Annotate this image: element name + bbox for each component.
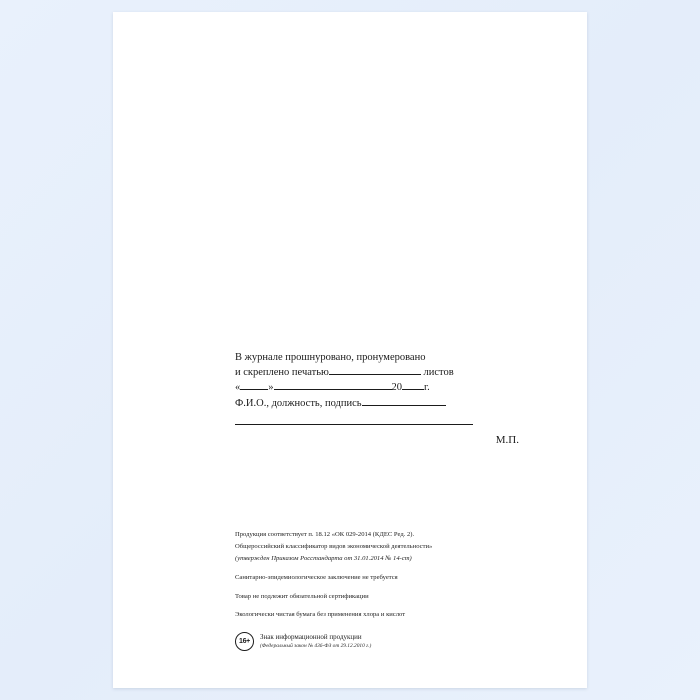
age-rating-icon: 16+ [235, 632, 254, 651]
legal-line-1: Продукция соответствует п. 18.12 «ОК 029-2014 (КДЕС Ред. 2). [235, 531, 415, 538]
date-quote-close: » [268, 382, 274, 394]
day-blank [240, 381, 268, 391]
year-blank [402, 381, 424, 391]
certification-line-3 [235, 380, 535, 395]
certification-line-4 [235, 396, 535, 411]
certification-block [235, 350, 535, 425]
date-quote-open: « [235, 382, 241, 394]
document-page [113, 12, 587, 688]
extra-blank-line [235, 413, 473, 425]
certification-line-1 [235, 350, 535, 365]
year-suffix: г. [424, 382, 430, 394]
certification-line-2 [235, 365, 535, 380]
legal-line-5: Товар не подлежит обязательной сертификации [235, 592, 369, 600]
stamp-area [235, 434, 535, 446]
certification-line-1-text: В журнале прошнуровано, пронумеровано [235, 352, 426, 363]
legal-line-6: Экологически чистая бумага без применения хлора и кислот [235, 611, 406, 619]
information-mark-subtitle: (Федеральный закон № 436-ФЗ от 29.12.2010 г.) [260, 642, 372, 649]
legal-line-4: Санитарно-эпидемиологическое заключение не требуется [235, 573, 398, 581]
information-mark-row [235, 632, 371, 651]
legal-line-3: (утвержден Приказом Росстандарта от 31.01.2014 № 14-ст) [235, 554, 412, 562]
legal-line-2: Общероссийский классификатор видов экономической деятельности» [235, 542, 433, 550]
information-mark-title: Знак информационной продукции [260, 633, 362, 642]
certification-line-2-suffix: листов [423, 367, 454, 379]
signature-label: Ф.И.О., должность, подпись [235, 397, 362, 409]
signature-blank [362, 396, 446, 406]
stamp-label: М.П. [495, 434, 519, 446]
certification-line-2-prefix: и скреплено печатью [235, 367, 329, 379]
year-prefix: 20 [391, 382, 402, 394]
legal-block [235, 530, 545, 629]
sheets-count-blank [329, 365, 421, 375]
month-blank [274, 381, 392, 391]
information-mark-text [260, 633, 371, 650]
page-content [113, 12, 587, 688]
